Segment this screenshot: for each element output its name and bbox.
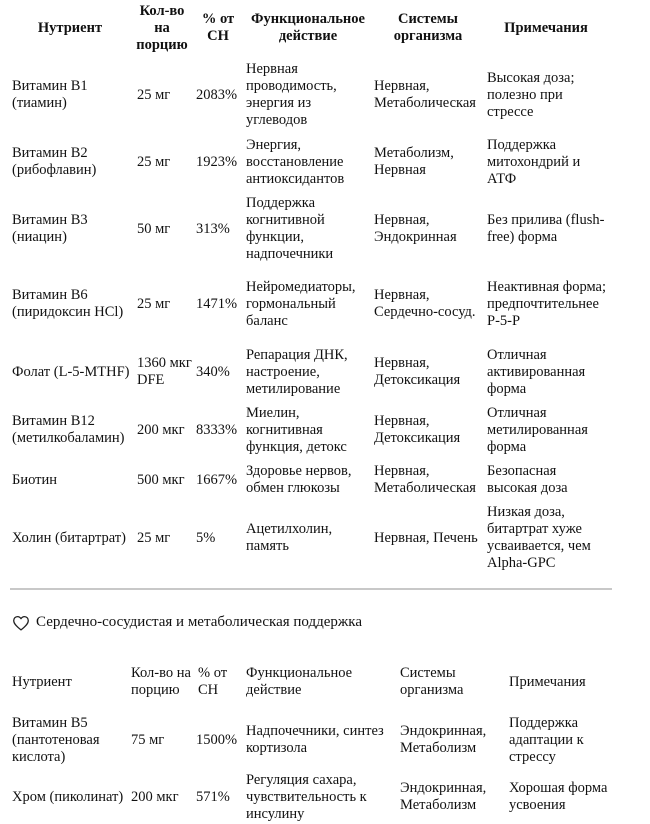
notes-cell: Отличная метилированная форма xyxy=(487,404,588,455)
section-divider xyxy=(10,588,612,590)
dv-cell: 8333% xyxy=(196,421,238,438)
systems-cell: Нервная, Метаболическая xyxy=(374,463,476,496)
nutrient-cell: Витамин B3 (ниацин) xyxy=(12,212,88,245)
table2-header-notes: Примечания xyxy=(509,673,586,690)
dv-cell: 1500% xyxy=(196,731,238,748)
nutrient-cell: Биотин xyxy=(12,471,58,488)
section-heading xyxy=(12,614,362,631)
action-cell: Поддержка когнитивной функции, надпочечники xyxy=(246,195,334,262)
systems-cell: Нервная, Сердечно-сосуд. xyxy=(374,287,476,320)
systems-cell: Нервная, Эндокринная xyxy=(374,212,457,245)
dv-cell: 2083% xyxy=(196,86,238,103)
nutrient-cell: Витамин B2 (рибофлавин) xyxy=(12,145,97,178)
heart-icon xyxy=(12,615,30,631)
nutrient-cell: Витамин B5 (пантотеновая кислота) xyxy=(12,714,100,765)
table2-header-amount: Кол-во на порцию xyxy=(131,665,191,698)
amount-cell: 50 мг xyxy=(137,220,171,237)
table1-header-dv: % от СН xyxy=(201,11,235,44)
table1-header-notes: Примечания xyxy=(504,19,588,36)
action-cell: Здоровье нервов, обмен глюкозы xyxy=(246,463,352,496)
dv-cell: 571% xyxy=(196,788,230,805)
table2-header-dv: % от СН xyxy=(198,665,228,698)
notes-cell: Высокая доза; полезно при стрессе xyxy=(487,69,575,120)
amount-cell: 500 мкг xyxy=(137,471,185,488)
table2-header-action: Функциональное действие xyxy=(246,665,353,698)
dv-cell: 1471% xyxy=(196,295,238,312)
action-cell: Миелин, когнитивная функция, детокс xyxy=(246,404,347,455)
amount-cell: 25 мг xyxy=(137,295,171,312)
amount-cell: 25 мг xyxy=(137,529,171,546)
nutrient-cell: Холин (битартрат) xyxy=(12,529,126,546)
notes-cell: Хорошая форма усвоения xyxy=(509,780,608,813)
amount-cell: 75 мг xyxy=(131,731,165,748)
systems-cell: Нервная, Печень xyxy=(374,529,478,546)
dv-cell: 1667% xyxy=(196,471,238,488)
notes-cell: Отличная активированная форма xyxy=(487,346,586,397)
action-cell: Ацетилхолин, память xyxy=(246,521,333,554)
systems-cell: Эндокринная, Метаболизм xyxy=(400,780,487,813)
amount-cell: 25 мг xyxy=(137,153,171,170)
action-cell: Надпочечники, синтез кортизола xyxy=(246,723,384,756)
table1-header-nutrient: Нутриент xyxy=(37,19,103,36)
systems-cell: Нервная, Детоксикация xyxy=(374,355,461,388)
amount-cell: 200 мкг xyxy=(131,788,179,805)
dv-cell: 340% xyxy=(196,363,230,380)
table1-header-amount: Кол-во на порцию xyxy=(136,2,188,53)
systems-cell: Метаболизм, Нервная xyxy=(374,145,454,178)
systems-cell: Нервная, Метаболическая xyxy=(374,78,476,111)
notes-cell: Неактивная форма; предпочтительнее P-5-P xyxy=(487,278,607,329)
dv-cell: 1923% xyxy=(196,153,238,170)
notes-cell: Низкая доза, битартрат хуже усваивается, чем Alpha-GPC xyxy=(487,504,591,571)
action-cell: Репарация ДНК, настроение, метилирование xyxy=(246,346,348,397)
notes-cell: Безопасная высокая доза xyxy=(487,463,568,496)
table1-header-systems: Системы организма xyxy=(393,11,463,44)
nutrient-cell: Фолат (L-5-MTHF) xyxy=(12,363,130,380)
nutrient-cell: Витамин B1 (тиамин) xyxy=(12,78,88,111)
nutrient-cell: Витамин B12 (метилкобаламин) xyxy=(12,413,125,446)
notes-cell: Поддержка митохондрий и АТФ xyxy=(487,136,581,187)
notes-cell: Без прилива (flush-free) форма xyxy=(487,212,605,245)
action-cell: Нервная проводимость, энергия из углеводов xyxy=(246,61,337,128)
nutrient-cell: Хром (пиколинат) xyxy=(12,788,124,805)
amount-cell: 1360 мкг DFE xyxy=(137,355,192,388)
nutrient-cell: Витамин B6 (пиридоксин HCl) xyxy=(12,287,124,320)
dv-cell: 5% xyxy=(196,529,216,546)
dv-cell: 313% xyxy=(196,220,230,237)
systems-cell: Нервная, Детоксикация xyxy=(374,413,461,446)
amount-cell: 200 мкг xyxy=(137,421,185,438)
action-cell: Нейромедиаторы, гормональный баланс xyxy=(246,278,356,329)
amount-cell: 25 мг xyxy=(137,86,171,103)
table1-header-action: Функциональное действие xyxy=(251,11,365,44)
action-cell: Энергия, восстановление антиоксидантов xyxy=(246,136,345,187)
section-title: Сердечно-сосудистая и метаболическая поддержка xyxy=(36,614,363,630)
notes-cell: Поддержка адаптации к стрессу xyxy=(509,714,584,765)
systems-cell: Эндокринная, Метаболизм xyxy=(400,723,487,756)
table2-header-systems: Системы организма xyxy=(400,665,464,698)
table2-header-nutrient: Нутриент xyxy=(12,673,72,690)
action-cell: Регуляция сахара, чувствительность к инсулину xyxy=(246,771,367,822)
